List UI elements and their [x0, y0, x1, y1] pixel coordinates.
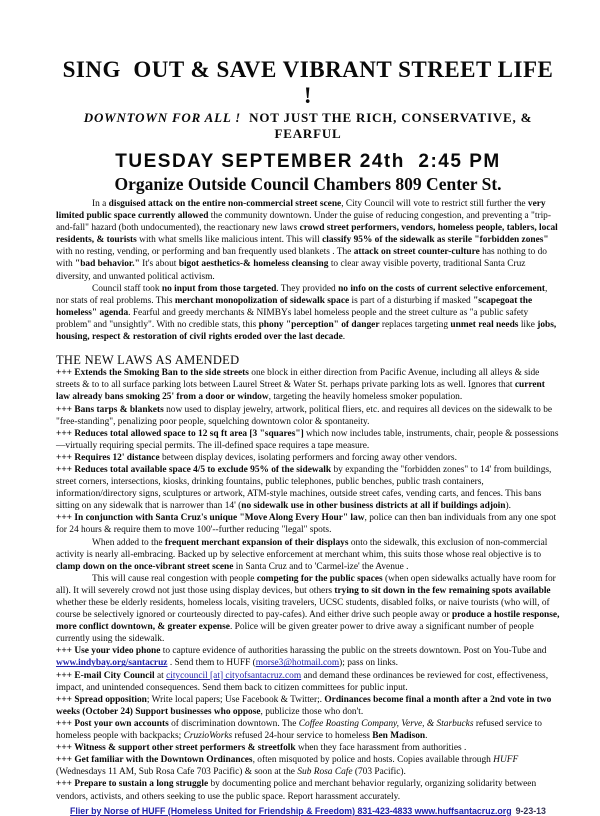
text-segment: refused 24-hour service to homeless: [232, 731, 373, 742]
text-segment: . They provided: [276, 283, 339, 294]
text-segment: refused service to homeless people with backpacks;: [56, 718, 542, 742]
text-segment: It's about: [139, 259, 179, 270]
text-segment: Ben Madison: [372, 731, 426, 742]
bullet-paragraph: [56, 428, 560, 452]
text-segment: Sub Rosa Cafe: [297, 767, 353, 778]
text-segment: HUFF: [493, 755, 519, 766]
text-segment: "scapegoat the homeless" agenda: [56, 295, 533, 318]
body-paragraph: [56, 573, 560, 646]
text-segment: ; Write local papers; Use Facebook & Twitter;.: [146, 694, 325, 705]
text-segment: with no resting, vending, or performing and ban frequently used blankets . The: [56, 247, 354, 258]
text-segment: ).: [505, 501, 511, 512]
bullet-paragraph: [56, 670, 560, 694]
text-segment: no sidewalk use in other business districts at all if buildings adjoin: [241, 501, 506, 512]
text-segment: onto the sidewalk, this exclusion of non-commercial activity is nearly all-embracing. Backed up by selective enforcement at merchant whim, this suits those whose real objective is to: [56, 537, 548, 560]
text-segment: competing for the public spaces: [256, 573, 383, 584]
bullet-paragraph: [56, 645, 560, 669]
event-datetime: TUESDAY SEPTEMBER 24th 2:45 PM: [115, 151, 501, 172]
footer-date: 9-23-13: [515, 805, 546, 816]
text-segment: . Fearful and greedy merchants & NIMBYs label homeless people and the street culture as "a public safety problem" and "unsightly". With no credible stats, this: [56, 307, 529, 330]
text-segment: classify 95% of the sidewalk as sterile "forbidden zones": [322, 235, 549, 246]
text-segment: +++ Prepare to sustain a long struggle: [56, 779, 209, 790]
text-segment: produce a hostile response, more conflict downtown, & greater expense: [56, 610, 560, 633]
text-segment: +++ Witness & support other street performers & streetfolk: [56, 743, 296, 754]
text-segment: THE NEW LAWS AS AMENDED: [56, 353, 240, 368]
text-segment: at: [154, 670, 167, 681]
text-segment: Ordinances become final a month after a 2nd vote in two weeks (October 24) Support businesses who oppose: [56, 694, 552, 717]
footer-credit-link[interactable]: Flier by Norse of HUFF (Homeless United for Friendship & Freedom) 831-423-4833 www.huffsantacruz.org: [70, 805, 512, 816]
text-segment: bigot aesthetics-& homeless cleansing: [178, 259, 329, 270]
text-segment: attack on street counter-culture: [353, 247, 480, 258]
text-segment: Council staff took: [92, 283, 162, 294]
text-segment: between display devices, isolating performers and forcing away other vendors.: [159, 452, 457, 463]
text-segment: crowd street performers, vendors, homeless people, tablers, local residents, & tourists: [56, 223, 558, 246]
text-segment: unmet real needs: [450, 319, 519, 330]
section-heading: [56, 354, 560, 366]
text-segment: no input from those targeted: [161, 283, 277, 294]
inline-link[interactable]: morse3@hotmail.com: [255, 658, 340, 669]
text-segment: frequent merchant expansion of their displays: [164, 537, 349, 548]
text-segment: with what smells like malicious intent. This will: [136, 235, 323, 246]
bullet-paragraph: [56, 694, 560, 718]
text-segment: When added to the: [92, 537, 165, 548]
text-segment: .: [342, 332, 346, 343]
text-segment: +++ Reduces total allowed space to 12 sq ft area [3 "squares"]: [56, 428, 304, 439]
subtitle-lead: DOWNTOWN FOR ALL !: [83, 110, 246, 125]
text-segment: , City Council will vote to restrict still further the: [341, 199, 528, 209]
body-paragraph: [56, 537, 560, 573]
text-segment: +++ Bans tarps & blankets: [56, 404, 164, 415]
text-segment: , nor stats of real problems. This: [56, 283, 548, 306]
text-segment: , often misquoted by police and hosts. Copies available through: [252, 755, 494, 766]
text-segment: has nothing to do with: [56, 247, 547, 270]
text-segment: when they face harassment from authorities .: [295, 743, 467, 754]
subtitle-rest: NOT JUST THE RICH, CONSERVATIVE, & FEARFUL: [245, 110, 537, 141]
text-segment: the community downtown. Under the guise of reducing congestion, and preventing a "trip-and-fall" hazard (both undocumented), the reactionary new laws: [56, 211, 551, 234]
text-segment: one block in either direction from Pacific Avenue, including all alleys & side streets & to to all surface parking lots between Laurel Street & Water St. perhaps private parking lots as well. Ignores that: [56, 368, 540, 391]
inline-link[interactable]: www.indybay.org/santacruz: [56, 658, 168, 669]
text-segment: , publicize those who don't.: [260, 706, 364, 717]
text-segment: and demand these ordinances be reviewed for cost, effectiveness, impact, and unintended consequences. Send them back to citizen committees for public input.: [56, 670, 549, 693]
text-segment: whether these be elderly residents, homeless locals, visiting travelers, UCSC students, disabled folks, or naive tourists (who will, of course be selectively ignored or courteously directed to pay-cafes). And either drive such people away or: [56, 598, 550, 621]
text-segment: no info on the costs of current selective enforcement: [338, 283, 545, 294]
text-segment: current law already bans smoking 25' from a door or window: [56, 380, 545, 403]
text-segment: . Police will be given greater power to drive away a significant number of people currently using the sidewalk.: [56, 622, 534, 645]
text-segment: CruzioWorks: [183, 731, 233, 742]
text-segment: by expanding the "forbidden zones" to 14' from buildings, street corners, intersections, kiosks, drinking fountains, public telephones, public benches, public trash containers, information/directory signs, sculptures or artwork, ATM-style machines, outside street cafes, vending carts, and fences. This bans sitting on any sidewalk that is narrower than 14' (: [56, 464, 552, 512]
text-segment: +++ Get familiar with the Downtown Ordinances: [56, 755, 253, 766]
document-body: [56, 198, 560, 803]
flyer-title: SING OUT & SAVE VIBRANT STREET LIFE !: [62, 57, 560, 108]
bullet-paragraph: [56, 778, 560, 802]
text-segment: +++ Use your video phone: [56, 646, 161, 657]
text-segment: replaces targeting: [379, 319, 451, 330]
text-segment: +++ Spread opposition: [56, 694, 147, 705]
bullet-paragraph: [56, 512, 560, 536]
text-segment: of discrimination downtown. The: [168, 718, 299, 729]
text-segment: phony "perception" of danger: [258, 319, 380, 330]
flyer-subtitle: [56, 110, 560, 142]
text-segment: to capture evidence of authorities harassing the public on the streets downtown. Post on You-Tube and: [160, 646, 547, 657]
text-segment: +++ Reduces total available space 4/5 to exclude 95% of the sidewalk: [56, 464, 332, 475]
text-segment: now used to display jewelry, artwork, political fliers, etc. and requires all devices on the sidewalk to be "free-standing", penalizing poor people, squelching downtown color & spontaneity.: [56, 404, 553, 427]
text-segment: (when open sidewalks actually have room for all). It will severely crowd not just those using display devices, but others: [56, 573, 556, 596]
text-segment: +++ Requires 12' distance: [56, 452, 160, 463]
text-segment: trying to sit down in the few remaining spots available: [334, 585, 551, 596]
text-segment: which now includes table, instruments, chair, people & possessions—virtually requiring special permits. The ill-defined space requires a tape measure.: [56, 428, 559, 451]
text-segment: , targeting the heavily homeless smoker population.: [268, 392, 463, 403]
text-segment: Coffee Roasting Company, Verve, & Starbucks: [298, 718, 474, 729]
event-location: Organize Outside Council Chambers 809 Center St.: [114, 174, 502, 194]
text-segment: In a: [92, 199, 109, 209]
text-segment: +++ Extends the Smoking Ban to the side streets: [56, 368, 249, 379]
bullet-paragraph: [56, 718, 560, 742]
text-segment: merchant monopolization of sidewalk space: [174, 295, 350, 306]
bullet-paragraph: [56, 754, 560, 778]
bullet-paragraph: [56, 404, 560, 428]
text-segment: by documenting police and merchant behavior regularly, organizing solidarity between vendors, activists, and others seeking to use the public space. Report harassment accurately.: [56, 779, 537, 802]
text-segment: to clear away visible poverty, traditional Santa Cruz diversity, and unwanted political activism.: [56, 259, 526, 282]
text-segment: jobs, housing, respect & restoration of civil rights eroded over the last decade: [56, 319, 557, 343]
bullet-paragraph: [56, 464, 560, 512]
bullet-paragraph: [56, 742, 560, 754]
text-segment: "bad behavior.": [75, 259, 140, 270]
bullet-paragraph: [56, 452, 560, 464]
text-segment: clamp down on the once-vibrant street scene: [56, 561, 234, 572]
text-segment: +++ Post your own accounts: [56, 718, 169, 729]
text-segment: +++ In conjunction with Santa Cruz's unique "Move Along Every Hour" law: [56, 513, 365, 524]
text-segment: ); pass on links.: [339, 658, 398, 669]
body-paragraph: [56, 198, 560, 283]
text-segment: very limited public space currently allowed: [56, 199, 546, 222]
inline-link[interactable]: citycouncil [at] cityofsantacruz.com: [166, 670, 302, 681]
footer-credit: [56, 806, 560, 816]
bullet-paragraph: [56, 367, 560, 403]
text-segment: is part of a disturbing if masked: [349, 295, 474, 306]
text-segment: (Wednesdays 11 AM, Sub Rosa Cafe 703 Pacific) & soon at the: [56, 767, 298, 778]
text-segment: . Send them to HUFF (: [167, 658, 256, 669]
text-segment: This will cause real congestion with people: [92, 573, 257, 584]
text-segment: disguised attack on the entire non-commercial street scene: [108, 199, 342, 209]
text-segment: like: [518, 319, 538, 330]
text-segment: (703 Pacific).: [352, 767, 406, 778]
text-segment: +++ E-mail City Council: [56, 670, 155, 681]
text-segment: , police can then ban individuals from any one spot for 24 hours & require them to move 100'--further reducing "legal" spots.: [56, 513, 557, 536]
body-paragraph: [56, 283, 560, 343]
text-segment: .: [425, 731, 428, 742]
text-segment: in Santa Cruz and to 'Carmel-ize' the Avenue .: [233, 561, 409, 572]
